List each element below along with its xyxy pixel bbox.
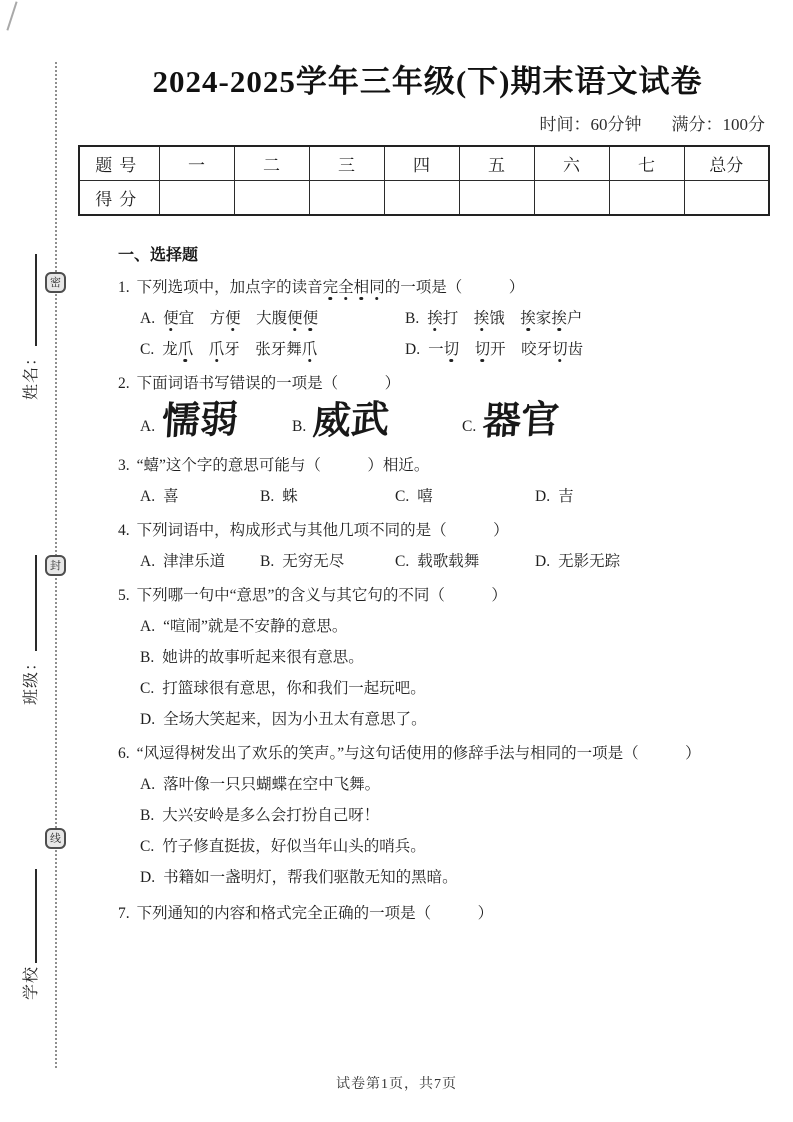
emphasis-dotted-char: 挨	[427, 310, 443, 327]
question-stem	[118, 277, 780, 299]
option-text: 喜	[163, 487, 179, 505]
question-text: 下列选项中，加点字的读音完全相同的一项是（ ）	[136, 279, 525, 296]
option-item	[140, 647, 780, 669]
score-table-header-cell: 三	[309, 146, 384, 181]
options-group	[140, 616, 780, 731]
question-block	[118, 373, 780, 443]
score-empty-cell	[684, 181, 769, 216]
question-number: 6.	[118, 744, 130, 762]
option-label: D.	[405, 341, 421, 358]
scan-artifact-mark	[6, 1, 17, 30]
emphasis-dotted-char: 切	[474, 341, 491, 358]
option-text: 便宜 方便 大腹便便	[163, 310, 319, 327]
option-text: 书籍如一盏明灯，帮我们驱散无知的黑暗。	[163, 868, 458, 886]
options-group	[140, 774, 780, 889]
question-text: 下列哪一句中“意思”的含义与其它句的不同（ ）	[136, 586, 507, 604]
option-item	[140, 551, 260, 573]
option-item	[140, 308, 405, 330]
option-text: 挨打 挨饿 挨家挨户	[427, 310, 583, 327]
question-block	[118, 743, 780, 889]
option-text: 落叶像一只只蝴蝶在空中飞舞。	[163, 775, 381, 793]
option-label: C.	[395, 552, 410, 570]
option-handwritten-word: 器官	[481, 397, 561, 443]
emphasis-dotted-char: 全	[338, 279, 354, 296]
score-empty-cell	[534, 181, 609, 216]
score-empty-cell	[459, 181, 534, 216]
option-item	[140, 709, 780, 731]
option-text: 吉	[558, 487, 574, 505]
option-item	[140, 805, 780, 827]
option-text: 龙爪 爪牙 张牙舞爪	[162, 341, 318, 358]
option-text: 大兴安岭是多么会打扮自己呀！	[162, 806, 380, 824]
emphasis-dotted-char: 挨	[520, 310, 536, 327]
emphasis-dotted-char: 切	[443, 341, 460, 358]
options-group	[140, 486, 780, 508]
question-number: 7.	[118, 904, 130, 922]
option-label: D.	[140, 710, 156, 728]
emphasis-dotted-char: 便	[163, 310, 179, 327]
option-item	[405, 308, 780, 330]
question-text: “风逗得树发出了欢乐的笑声。”与这句话使用的修辞手法与相同的一项是（ ）	[136, 744, 701, 762]
option-text: 无影无踪	[558, 552, 621, 570]
option-label: A.	[140, 552, 156, 570]
score-table-header-cell: 四	[384, 146, 459, 181]
seal-mark-xian: 线	[45, 828, 66, 849]
option-text: 津津乐道	[163, 552, 226, 570]
name-field-label: 姓名：	[22, 348, 40, 400]
option-label: D.	[140, 868, 156, 886]
emphasis-dotted-char: 相	[353, 279, 370, 296]
options-group	[140, 308, 780, 361]
option-label: B.	[405, 310, 420, 327]
question-number: 2.	[118, 375, 130, 392]
option-text: 蛛	[282, 487, 298, 505]
option-text: 打篮球很有意思，你和我们一起玩吧。	[162, 679, 426, 697]
option-item	[395, 486, 535, 508]
option-item	[140, 339, 405, 361]
option-text: 嘻	[417, 487, 433, 505]
content-column	[75, 0, 780, 925]
score-table-header-cell: 一	[159, 146, 234, 181]
score-table-header-cell: 总分	[684, 146, 769, 181]
option-item	[140, 399, 292, 443]
question-stem	[118, 520, 780, 542]
option-label: A.	[140, 417, 156, 435]
question-block	[118, 277, 780, 361]
option-text: “喧闹”就是不安静的意思。	[163, 617, 348, 635]
questions-list	[75, 277, 780, 925]
option-text: 她讲的故事听起来很有意思。	[162, 648, 364, 666]
option-label: C.	[395, 487, 410, 505]
score-row-label: 得分	[79, 181, 159, 216]
class-field-label: 班级：	[22, 653, 40, 705]
score-empty-cell	[234, 181, 309, 216]
option-item	[140, 774, 780, 796]
score-table-header-row	[79, 146, 769, 181]
score-table	[78, 145, 770, 216]
name-field	[18, 254, 40, 400]
question-block	[118, 455, 780, 508]
question-text: 下列词语中，构成形式与其他几项不同的是（ ）	[136, 521, 509, 539]
option-label: C.	[140, 679, 155, 697]
option-label: B.	[140, 806, 155, 824]
score-table-header-cell: 题号	[79, 146, 159, 181]
score-empty-cell	[384, 181, 459, 216]
seal-mark-feng: 封	[45, 555, 66, 576]
option-item	[140, 486, 260, 508]
question-text: “蟢”这个字的意思可能与（ ）相近。	[136, 456, 430, 474]
section-title: 一、选择题	[118, 247, 199, 264]
option-label: B.	[292, 417, 307, 435]
option-text: 全场大笑起来，因为小丑太有意思了。	[163, 710, 427, 728]
emphasis-dotted-char: 爪	[208, 341, 225, 358]
question-number: 1.	[118, 279, 130, 296]
option-text: 竹子修直挺拔，好似当年山头的哨兵。	[162, 837, 426, 855]
option-label: A.	[140, 487, 156, 505]
emphasis-dotted-char: 便	[287, 310, 303, 327]
option-label: B.	[140, 648, 155, 666]
exam-meta	[75, 110, 780, 135]
option-item	[140, 616, 780, 638]
option-text: 无穷无尽	[282, 552, 345, 570]
exam-full-score: 满分：100分	[671, 115, 765, 134]
emphasis-dotted-char: 同	[369, 279, 385, 296]
option-item	[462, 399, 780, 443]
school-blank-line	[35, 869, 37, 963]
option-label: D.	[535, 487, 551, 505]
question-block	[118, 903, 780, 925]
option-item	[140, 867, 780, 889]
school-field-label: 学校	[22, 965, 40, 1000]
question-number: 4.	[118, 521, 130, 539]
question-stem	[118, 743, 780, 765]
question-number: 3.	[118, 456, 130, 474]
option-handwritten-word: 懦弱	[160, 397, 240, 443]
score-table-header-cell: 七	[609, 146, 684, 181]
emphasis-dotted-char: 挨	[551, 310, 567, 327]
score-table-score-row	[79, 181, 769, 216]
score-empty-cell	[309, 181, 384, 216]
option-item	[140, 836, 780, 858]
emphasis-dotted-char: 爪	[301, 341, 318, 358]
class-field	[18, 545, 40, 705]
emphasis-dotted-char: 挨	[473, 310, 490, 327]
option-item	[395, 551, 535, 573]
emphasis-dotted-char: 便	[225, 310, 241, 327]
score-empty-cell	[609, 181, 684, 216]
class-blank-line	[35, 555, 37, 651]
option-label: D.	[535, 552, 551, 570]
question-stem	[118, 373, 780, 395]
question-stem	[118, 455, 780, 477]
option-item	[140, 678, 780, 700]
exam-duration: 时间：60分钟	[539, 115, 642, 134]
option-item	[535, 486, 780, 508]
page-footer: 试卷第1页，共7页	[336, 1077, 457, 1092]
option-item	[405, 339, 780, 361]
question-number: 5.	[118, 586, 130, 604]
school-field	[18, 850, 40, 1000]
option-label: B.	[260, 552, 275, 570]
score-table-header-cell: 五	[459, 146, 534, 181]
score-table-header-cell: 二	[234, 146, 309, 181]
option-text: 载歌载舞	[417, 552, 480, 570]
question-stem	[118, 585, 780, 607]
question-stem	[118, 903, 780, 925]
option-item	[260, 486, 395, 508]
option-label: A.	[140, 617, 156, 635]
emphasis-dotted-char: 便	[302, 310, 319, 327]
score-table-header-cell: 六	[534, 146, 609, 181]
option-item	[260, 551, 395, 573]
option-label: B.	[260, 487, 275, 505]
option-label: C.	[462, 417, 477, 435]
emphasis-dotted-char: 切	[552, 341, 568, 358]
emphasis-dotted-char: 爪	[177, 341, 194, 358]
option-label: C.	[140, 837, 155, 855]
question-block	[118, 520, 780, 573]
score-empty-cell	[159, 181, 234, 216]
seal-mark-mi: 密	[45, 272, 66, 293]
option-label: C.	[140, 341, 155, 358]
option-item	[535, 551, 780, 573]
question-text: 下列通知的内容和格式完全正确的一项是（ ）	[136, 904, 494, 922]
question-block	[118, 585, 780, 731]
option-label: A.	[140, 775, 156, 793]
paper-title: 2024-2025学年三年级(下)期末语文试卷	[152, 64, 703, 99]
options-group	[140, 399, 780, 443]
name-blank-line	[35, 254, 37, 346]
emphasis-dotted-char: 完	[322, 279, 339, 296]
question-text: 下面词语书写错误的一项是（ ）	[136, 375, 401, 392]
option-handwritten-word: 威武	[311, 397, 391, 443]
option-label: A.	[140, 310, 156, 327]
option-text: 一切 切开 咬牙切齿	[428, 341, 584, 358]
option-item	[292, 399, 462, 443]
options-group	[140, 551, 780, 573]
